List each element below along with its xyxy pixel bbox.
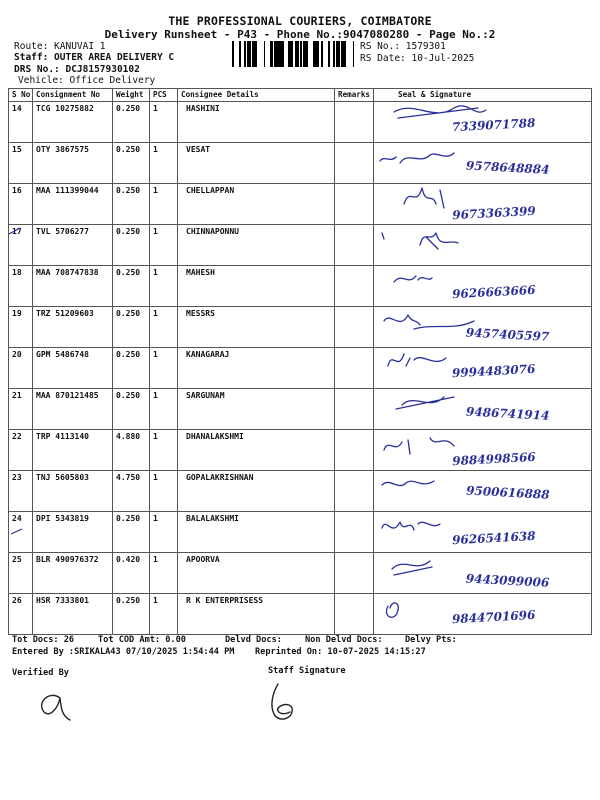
handwritten-phone: 9500616888 xyxy=(465,483,550,502)
row-sno: 24 xyxy=(9,512,33,553)
row-consignee: MAHESH xyxy=(178,266,335,307)
delivered-docs: Delvd Docs: xyxy=(225,635,282,645)
handwritten-signature xyxy=(374,588,594,640)
row-remarks xyxy=(335,348,374,389)
row-consignment-no: TNJ 5605803 xyxy=(33,471,113,512)
handwritten-phone: 9486741914 xyxy=(465,404,550,423)
row-pcs: 1 xyxy=(150,553,178,594)
rs-date: RS Date: 10-Jul-2025 xyxy=(360,53,475,64)
row-consignment-no: BLR 490976372 xyxy=(33,553,113,594)
handwritten-phone: 9844701696 xyxy=(451,607,536,627)
row-consignment-no: TRP 4113140 xyxy=(33,430,113,471)
row-pcs: 1 xyxy=(150,471,178,512)
row-consignee: R K ENTERPRISESS xyxy=(178,594,335,635)
row-remarks xyxy=(335,266,374,307)
row-consignment-no: DPI 5343819 xyxy=(33,512,113,553)
col-consignment: Consignment No xyxy=(33,89,113,102)
row-consignee: HASHINI xyxy=(178,102,335,143)
row-remarks xyxy=(335,471,374,512)
row-weight: 0.250 xyxy=(113,225,150,266)
row-consignment-no: MAA 708747838 xyxy=(33,266,113,307)
row-consignment-no: HSR 7333801 xyxy=(33,594,113,635)
row-remarks xyxy=(335,102,374,143)
row-pcs: 1 xyxy=(150,512,178,553)
col-pcs: PCS xyxy=(150,89,178,102)
col-remarks: Remarks xyxy=(335,89,374,102)
col-weight: Weight xyxy=(113,89,150,102)
row-weight: 0.420 xyxy=(113,553,150,594)
row-sno: 25 xyxy=(9,553,33,594)
row-consignment-no: MAA 111399044 xyxy=(33,184,113,225)
row-remarks xyxy=(335,430,374,471)
staff-signature-label: Staff Signature xyxy=(268,666,346,676)
row-pcs: 1 xyxy=(150,184,178,225)
non-delivered-docs: Non Delvd Docs: xyxy=(305,635,383,645)
row-sno: 22 xyxy=(9,430,33,471)
row-sno: 20 xyxy=(9,348,33,389)
row-consignee: SARGUNAM xyxy=(178,389,335,430)
handwritten-phone: 9443099006 xyxy=(465,571,550,590)
barcode xyxy=(232,41,354,67)
col-consignee: Consignee Details xyxy=(178,89,335,102)
table-row xyxy=(9,594,592,635)
row-seal-signature xyxy=(374,594,592,635)
row-sno: 21 xyxy=(9,389,33,430)
row-consignee: GOPALAKRISHNAN xyxy=(178,471,335,512)
row-sno: 19 xyxy=(9,307,33,348)
row-sno: 14 xyxy=(9,102,33,143)
runsheet-table xyxy=(8,88,592,635)
col-sno: S No xyxy=(9,89,33,102)
handwritten-phone: 9626663666 xyxy=(451,282,536,302)
vehicle-label: Vehicle: Office Delivery xyxy=(18,75,156,86)
handwritten-phone: 9884998566 xyxy=(451,449,537,469)
row-consignee: BALALAKSHMI xyxy=(178,512,335,553)
row-pcs: 1 xyxy=(150,389,178,430)
row-remarks xyxy=(335,225,374,266)
row-consignee: CHINNAPONNU xyxy=(178,225,335,266)
runsheet-subtitle: Delivery Runsheet - P43 - Phone No.:9047080280 - Page No.:2 xyxy=(104,28,496,41)
row-consignment-no: OTY 3867575 xyxy=(33,143,113,184)
route-label: Route: KANUVAI 1 xyxy=(14,41,106,52)
staff-label: Staff: OUTER AREA DELIVERY C xyxy=(14,52,175,63)
row-remarks xyxy=(335,553,374,594)
handwritten-phone: 9626541638 xyxy=(451,528,536,548)
row-weight: 0.250 xyxy=(113,307,150,348)
row-weight: 4.880 xyxy=(113,430,150,471)
row-pcs: 1 xyxy=(150,348,178,389)
row-sno: 26 xyxy=(9,594,33,635)
row-consignment-no: TVL 5706277 xyxy=(33,225,113,266)
row-consignee: MESSRS xyxy=(178,307,335,348)
row-remarks xyxy=(335,307,374,348)
row-sno: 15 xyxy=(9,143,33,184)
handwritten-phone: 9994483076 xyxy=(451,361,536,381)
row-consignee: KANAGARAJ xyxy=(178,348,335,389)
document-title: THE PROFESSIONAL COURIERS, COIMBATORE xyxy=(168,14,432,28)
row-pcs: 1 xyxy=(150,307,178,348)
total-cod-amount: Tot COD Amt: 0.00 xyxy=(98,635,186,645)
row-weight: 0.250 xyxy=(113,389,150,430)
row-sno: 23 xyxy=(9,471,33,512)
row-consignee: DHANALAKSHMI xyxy=(178,430,335,471)
row-pcs: 1 xyxy=(150,102,178,143)
staff-signature-mark xyxy=(262,680,307,725)
entered-by: Entered By :SRIKALA43 07/10/2025 1:54:44 PM xyxy=(12,647,235,657)
row-weight: 4.750 xyxy=(113,471,150,512)
row-consignment-no: GPM 5486748 xyxy=(33,348,113,389)
col-seal-signature: Seal & Signature xyxy=(374,89,592,102)
handwritten-phone: 9578648884 xyxy=(465,158,550,177)
row-pcs: 1 xyxy=(150,143,178,184)
row-weight: 0.250 xyxy=(113,594,150,635)
delivery-points: Delvy Pts: xyxy=(405,635,457,645)
reprinted-on: Reprinted On: 10-07-2025 14:15:27 xyxy=(255,647,426,657)
row-weight: 0.250 xyxy=(113,266,150,307)
row-remarks xyxy=(335,143,374,184)
row-consignee: CHELLAPPAN xyxy=(178,184,335,225)
rs-number: RS No.: 1579301 xyxy=(360,41,446,52)
handwritten-phone: 9457405597 xyxy=(465,325,550,344)
row-pcs: 1 xyxy=(150,225,178,266)
verified-by-label: Verified By xyxy=(12,668,69,678)
row-sno: 16 xyxy=(9,184,33,225)
row-consignment-no: MAA 870121485 xyxy=(33,389,113,430)
row-sno: 17 xyxy=(9,225,33,266)
row-pcs: 1 xyxy=(150,594,178,635)
tick-mark xyxy=(8,224,22,238)
row-consignee: VESAT xyxy=(178,143,335,184)
verifier-signature xyxy=(30,680,90,725)
row-remarks xyxy=(335,512,374,553)
row-pcs: 1 xyxy=(150,266,178,307)
drs-number: DRS No.: DCJ8157930102 xyxy=(14,64,140,75)
row-weight: 0.250 xyxy=(113,348,150,389)
row-sno: 18 xyxy=(9,266,33,307)
row-remarks xyxy=(335,594,374,635)
row-consignment-no: TCG 10275882 xyxy=(33,102,113,143)
row-consignee: APOORVA xyxy=(178,553,335,594)
row-remarks xyxy=(335,389,374,430)
row-consignment-no: TRZ 51209603 xyxy=(33,307,113,348)
row-weight: 0.250 xyxy=(113,143,150,184)
tick-mark xyxy=(10,524,24,538)
total-docs: Tot Docs: 26 xyxy=(12,635,75,645)
row-weight: 0.250 xyxy=(113,512,150,553)
handwritten-phone: 9673363399 xyxy=(451,203,537,223)
row-pcs: 1 xyxy=(150,430,178,471)
handwritten-phone: 7339071788 xyxy=(451,115,536,135)
row-remarks xyxy=(335,184,374,225)
row-weight: 0.250 xyxy=(113,102,150,143)
row-weight: 0.250 xyxy=(113,184,150,225)
